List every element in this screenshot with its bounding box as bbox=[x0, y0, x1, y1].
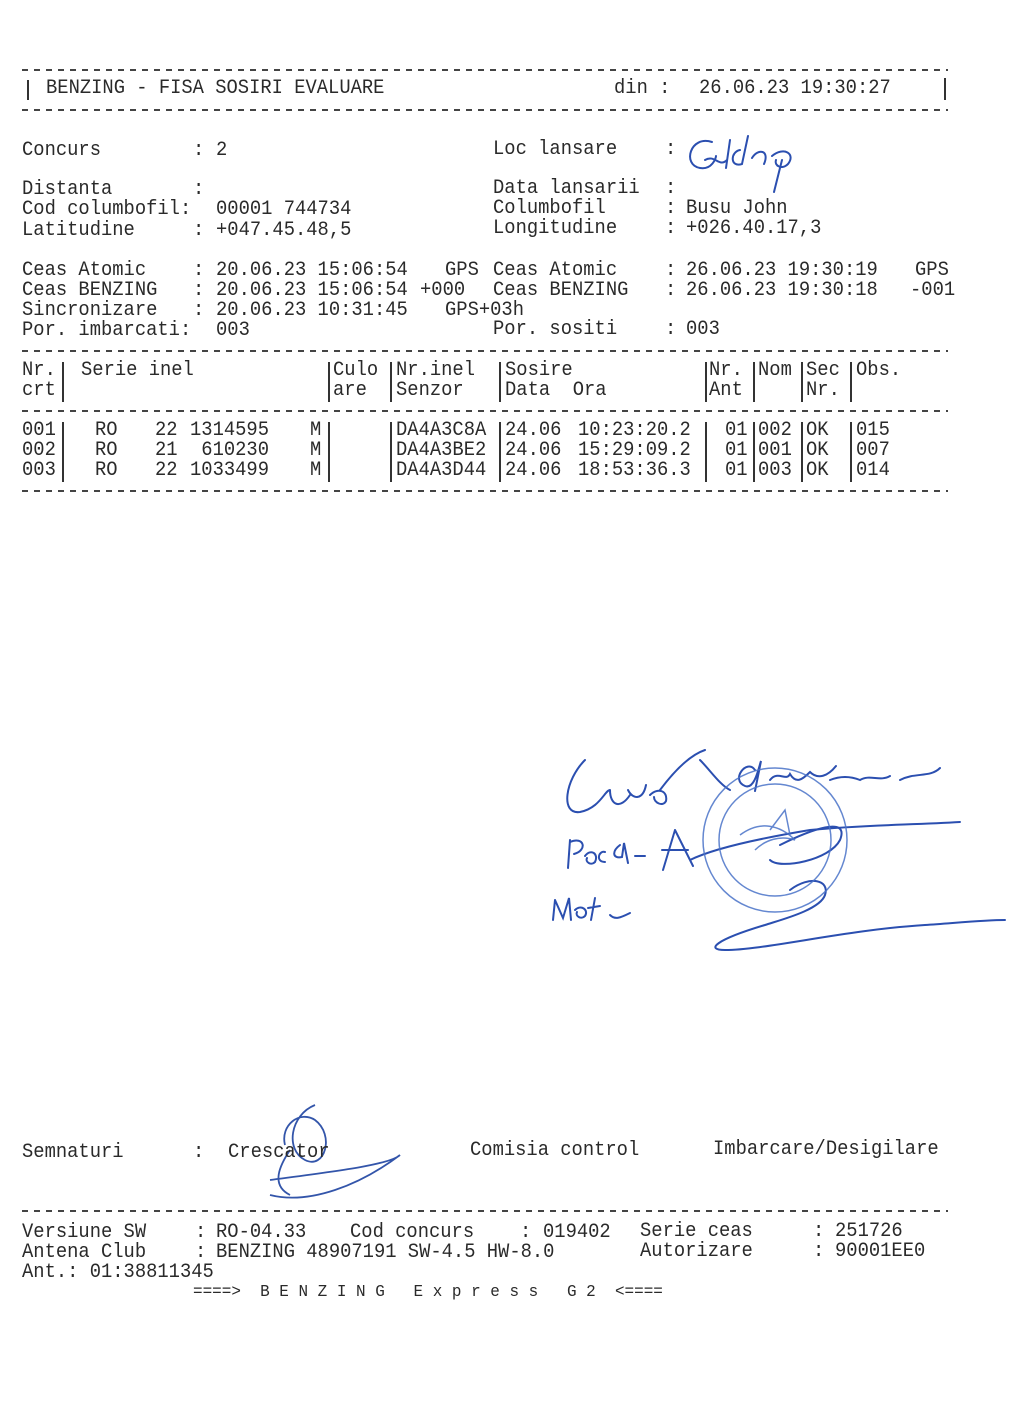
cell-obs: 015 bbox=[856, 419, 890, 442]
longitudine-value: +026.40.17,3 bbox=[686, 217, 822, 240]
loc-lansare-handwriting bbox=[690, 136, 791, 192]
colon: : bbox=[813, 1220, 825, 1243]
cell-obs: 007 bbox=[856, 439, 890, 462]
header-sosire: Sosire bbox=[505, 359, 573, 382]
semnaturi-label: Semnaturi bbox=[22, 1141, 124, 1164]
cell-year: 21 bbox=[155, 439, 178, 462]
colon: : bbox=[665, 177, 677, 200]
latitudine-value: +047.45.48,5 bbox=[216, 219, 352, 242]
columbofil-value: Busu John bbox=[686, 197, 788, 220]
colon: : bbox=[195, 1221, 207, 1244]
cod-concurs-label: Cod concurs bbox=[350, 1221, 475, 1244]
header-senzor-line2: Senzor bbox=[396, 379, 464, 402]
signature-mot bbox=[553, 898, 630, 920]
cell-country: RO bbox=[95, 419, 118, 442]
signature-commission bbox=[567, 750, 940, 812]
colon: : bbox=[193, 259, 205, 282]
distanta-label: Distanta bbox=[22, 178, 113, 201]
cell-sex: M bbox=[310, 459, 322, 482]
colon: : bbox=[193, 299, 205, 322]
ceas-benzing-start-label: Ceas BENZING bbox=[22, 279, 158, 302]
concurs-value: 2 bbox=[216, 139, 228, 162]
columbofil-label: Columbofil bbox=[493, 197, 606, 220]
por-imbarcati-value: 003 bbox=[216, 319, 250, 342]
antenna-id: Ant.: 01:38811345 bbox=[22, 1261, 214, 1284]
cell-time: 18:53:36.3 bbox=[578, 459, 691, 482]
label: Por. imbarcati bbox=[22, 319, 180, 342]
loc-lansare-label: Loc lansare bbox=[493, 138, 618, 161]
cell-sex: M bbox=[310, 419, 322, 442]
latitudine-label: Latitudine bbox=[22, 219, 135, 242]
date-value: 26.06.23 19:30:27 bbox=[699, 77, 891, 100]
cell-sex: M bbox=[310, 439, 322, 462]
por-sositi-label: Por. sositi bbox=[493, 318, 618, 341]
cod-columbofil-value: 00001 744734 bbox=[216, 198, 352, 221]
crescator-label: Crescator bbox=[228, 1141, 330, 1164]
colon: : bbox=[813, 1240, 825, 1263]
ceas-atomic-start-suffix: GPS bbox=[445, 259, 479, 282]
ceas-atomic-start-value: 20.06.23 15:06:54 bbox=[216, 259, 408, 282]
cell-sec: OK bbox=[806, 459, 829, 482]
header-culoare-line2: are bbox=[333, 379, 367, 402]
por-sositi-value: 003 bbox=[686, 318, 720, 341]
cell-nom: 003 bbox=[758, 459, 792, 482]
serie-ceas-label: Serie ceas bbox=[640, 1220, 753, 1243]
longitudine-label: Longitudine bbox=[493, 217, 618, 240]
ceas-atomic-start-label: Ceas Atomic bbox=[22, 259, 147, 282]
header-sec-line2: Nr. bbox=[806, 379, 840, 402]
colon: : bbox=[665, 197, 677, 220]
header-ant-line2: Ant bbox=[709, 379, 743, 402]
label: Cod columbofil bbox=[22, 198, 180, 221]
cell-sec: OK bbox=[806, 439, 829, 462]
cell-time: 10:23:20.2 bbox=[578, 419, 691, 442]
colon: : bbox=[665, 318, 677, 341]
brand-banner: ====> B E N Z I N G E x p r e s s G 2 <==== bbox=[193, 1283, 663, 1302]
cell-nr: 003 bbox=[22, 459, 56, 482]
cod-columbofil-label: Cod columbofil: bbox=[22, 198, 192, 221]
colon: : bbox=[193, 178, 205, 201]
header-serie: Serie inel bbox=[81, 359, 194, 382]
versiune-label: Versiune SW bbox=[22, 1221, 147, 1244]
por-imbarcati-label: Por. imbarcati: bbox=[22, 319, 192, 342]
header-sec: Sec bbox=[806, 359, 840, 382]
cell-time: 15:29:09.2 bbox=[578, 439, 691, 462]
ceas-benzing-start-suffix: +000 bbox=[420, 279, 466, 302]
cell-ant: 01 bbox=[725, 439, 748, 462]
sincronizare-label: Sincronizare bbox=[22, 299, 158, 322]
antena-value: BENZING 48907191 SW-4.5 HW-8.0 bbox=[216, 1241, 555, 1264]
cell-country: RO bbox=[95, 459, 118, 482]
cell-year: 22 bbox=[155, 459, 178, 482]
ceas-benzing-end-value: 26.06.23 19:30:18 bbox=[686, 279, 878, 302]
document-title: BENZING - FISA SOSIRI EVALUARE bbox=[46, 77, 385, 100]
cell-nom: 001 bbox=[758, 439, 792, 462]
ceas-atomic-end-suffix: GPS bbox=[915, 259, 949, 282]
cell-sensor: DA4A3BE2 bbox=[396, 439, 487, 462]
cell-ring: 610230 bbox=[190, 439, 269, 462]
cod-concurs-value: 019402 bbox=[543, 1221, 611, 1244]
colon: : bbox=[195, 1241, 207, 1264]
cell-nr: 002 bbox=[22, 439, 56, 462]
club-stamp bbox=[703, 768, 847, 912]
sincronizare-suffix: GPS+03h bbox=[445, 299, 524, 322]
autorizare-value: 90001EE0 bbox=[835, 1240, 926, 1263]
date-label: din : bbox=[614, 77, 671, 100]
header-culoare: Culo bbox=[333, 359, 379, 382]
cell-nr: 001 bbox=[22, 419, 56, 442]
autorizare-label: Autorizare bbox=[640, 1240, 753, 1263]
header-obs: Obs. bbox=[856, 359, 902, 382]
header-nr: Nr. bbox=[22, 359, 56, 382]
header-nom: Nom bbox=[758, 359, 792, 382]
header-senzor: Nr.inel bbox=[396, 359, 475, 382]
sincronizare-value: 20.06.23 10:31:45 bbox=[216, 299, 408, 322]
cell-sensor: DA4A3D44 bbox=[396, 459, 487, 482]
cell-ring: 1314595 bbox=[190, 419, 269, 442]
comisia-label: Comisia control bbox=[470, 1139, 640, 1162]
cell-nom: 002 bbox=[758, 419, 792, 442]
ceas-benzing-end-suffix: -001 bbox=[910, 279, 956, 302]
ceas-benzing-end-label: Ceas BENZING bbox=[493, 279, 629, 302]
ceas-atomic-end-value: 26.06.23 19:30:19 bbox=[686, 259, 878, 282]
cell-obs: 014 bbox=[856, 459, 890, 482]
colon: : bbox=[665, 217, 677, 240]
ceas-benzing-start-value: 20.06.23 15:06:54 bbox=[216, 279, 408, 302]
colon: : bbox=[193, 1141, 205, 1164]
cell-ant: 01 bbox=[725, 459, 748, 482]
header-sosire-line2: Data Ora bbox=[505, 379, 607, 402]
data-lansarii-label: Data lansarii bbox=[493, 177, 640, 200]
colon: : bbox=[520, 1221, 532, 1244]
cell-country: RO bbox=[95, 439, 118, 462]
versiune-value: RO-04.33 bbox=[216, 1221, 307, 1244]
header-nr-line2: crt bbox=[22, 379, 56, 402]
separator bbox=[22, 1210, 948, 1212]
serie-ceas-value: 251726 bbox=[835, 1220, 903, 1243]
cell-ant: 01 bbox=[725, 419, 748, 442]
cell-sec: OK bbox=[806, 419, 829, 442]
cell-date: 24.06 bbox=[505, 419, 562, 442]
cell-date: 24.06 bbox=[505, 439, 562, 462]
cell-ring: 1033499 bbox=[190, 459, 269, 482]
cell-year: 22 bbox=[155, 419, 178, 442]
cell-date: 24.06 bbox=[505, 459, 562, 482]
header-ant: Nr. bbox=[709, 359, 743, 382]
antena-label: Antena Club bbox=[22, 1241, 147, 1264]
colon: : bbox=[665, 138, 677, 161]
colon: : bbox=[665, 279, 677, 302]
concurs-label: Concurs bbox=[22, 139, 101, 162]
colon: : bbox=[665, 259, 677, 282]
signature-large-stroke bbox=[715, 827, 1005, 950]
colon: : bbox=[193, 279, 205, 302]
colon: : bbox=[193, 219, 205, 242]
cell-sensor: DA4A3C8A bbox=[396, 419, 487, 442]
colon: : bbox=[193, 139, 205, 162]
signature-moca bbox=[568, 822, 960, 870]
ceas-atomic-end-label: Ceas Atomic bbox=[493, 259, 618, 282]
imbarcare-label: Imbarcare/Desigilare bbox=[713, 1138, 939, 1161]
